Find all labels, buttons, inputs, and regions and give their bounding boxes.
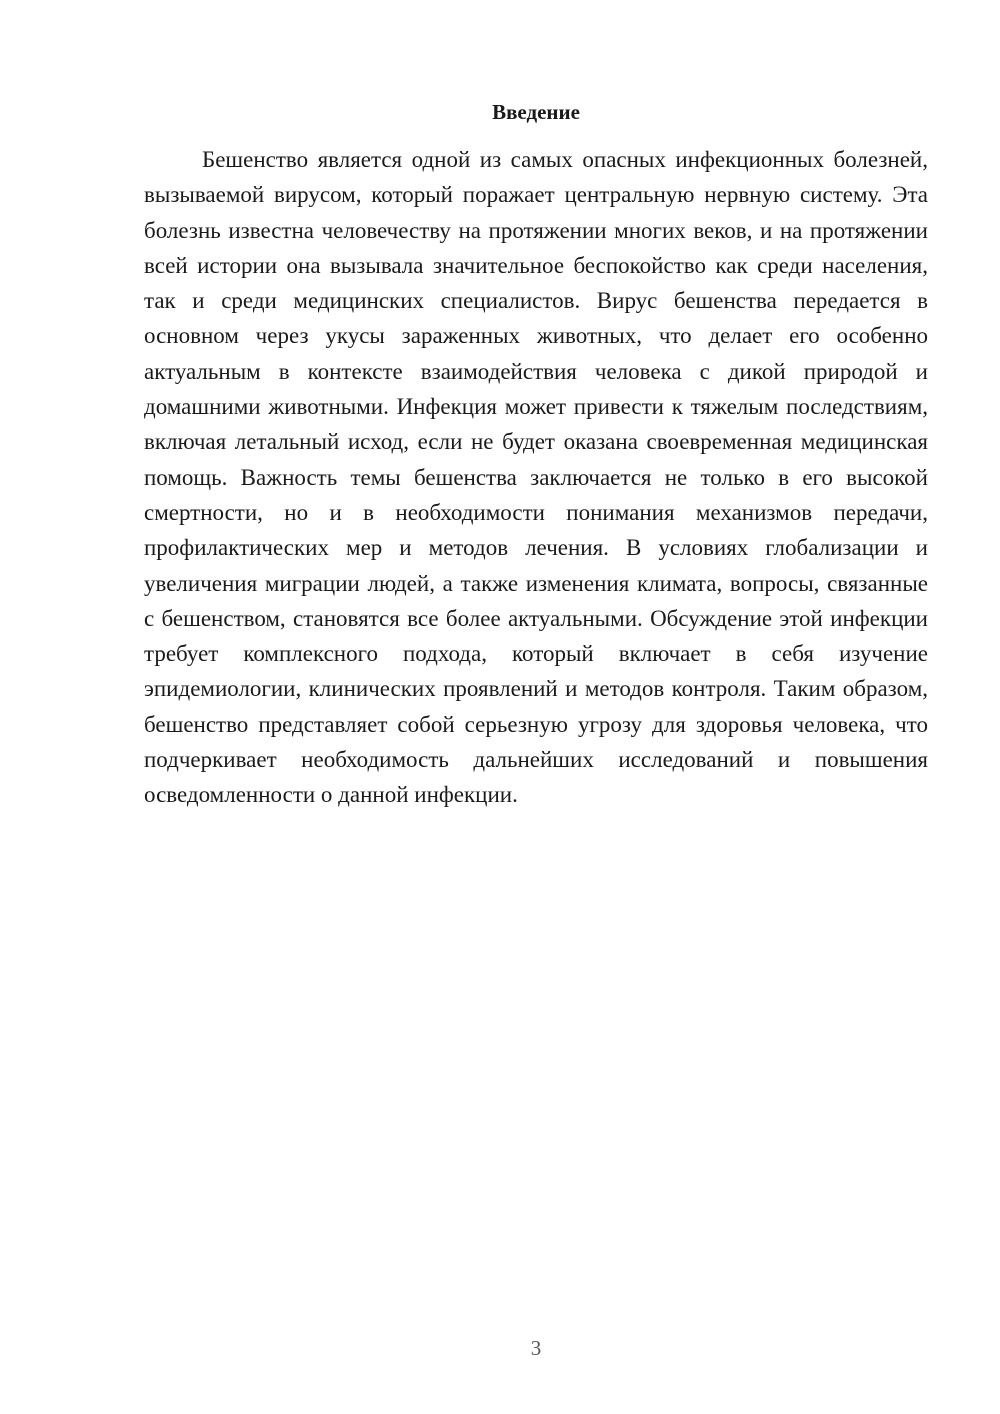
intro-paragraph: Бешенство является одной из самых опасных инфекционных болезней, вызываемой вирусом, который поражает центральную нервную систему. Эта болезнь известна человечеству на протяжении многих веков, и на протяжении всей истории она вызывала значительное беспокойство как среди населения, так и среди медицинских специалистов. Вирус бешенства передается в основном через укусы зараженных животных, что делает его особенно актуальным в контексте взаимодействия человека с дикой природой и домашними животными. Инфекция может привести к тяжелым последствиям, включая летальный исход, если не будет оказана своевременная медицинская помощь. Важность темы бешенства заключается не только в его высокой смертности, но и в необходимости понимания механизмов передачи, профилактических мер и методов лечения. В условиях глобализации и увеличения миграции людей, а также изменения климата, вопросы, связанные с бешенством, становятся все более актуальными. Обсуждение этой инфекции требует комплексного подхода, который включает в себя изучение эпидемиологии, клинических проявлений и методов контроля. Таким образом, бешенство представляет собой серьезную угрозу для здоровья человека, что подчеркивает необходимость дальнейших исследований и повышения осведомленности о данной инфекции. [144, 147, 928, 808]
page-number: 3 [530, 1336, 542, 1360]
section-heading: Введение [492, 100, 580, 124]
